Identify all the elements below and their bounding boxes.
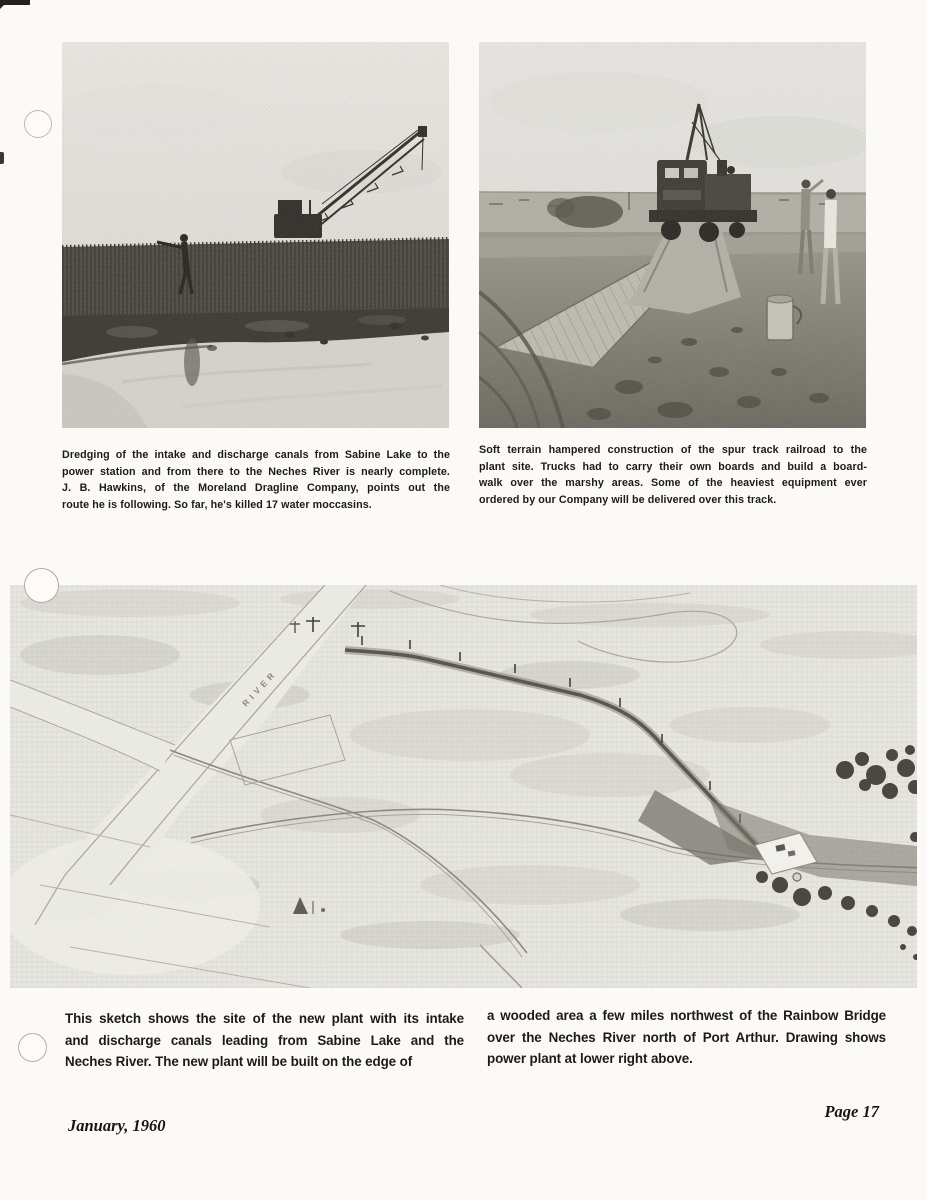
spur-track-photo-illustration (479, 42, 866, 428)
caption-spur-track: Soft terrain hampered construction of the spur track railroad to the plant site. Trucks had to carry their own boards and build a board- walk over the marshy areas. Some of the heaviest equipment ever ordered by our Company will be delivered over this track. (479, 444, 867, 506)
binder-hole-top (24, 110, 52, 138)
caption-sketch-right: a wooded area a few miles northwest of the Rainbow Bridge over the Neches River north of Port Arthur. Drawing shows power plant at lower right above. (487, 1008, 886, 1067)
binder-hole-middle (24, 568, 59, 603)
caption-sketch-left: This sketch shows the site of the new plant with its intake and discharge canals leading from Sabine Lake and the Neches River. The new plant will be built on the edge of (65, 1011, 464, 1070)
scan-edge-artifact (0, 152, 4, 164)
river-label: RIVER (240, 667, 279, 709)
issue-date: January, 1960 (68, 1116, 166, 1135)
page-number: Page 17 (824, 1102, 879, 1121)
dredging-photo-illustration (62, 42, 449, 428)
sketch-plant-site (10, 585, 917, 988)
plant-site-sketch-illustration (10, 585, 917, 988)
photo-spur-track-truck (479, 42, 866, 428)
scan-corner-artifact (0, 0, 30, 5)
binder-hole-bottom (18, 1033, 47, 1062)
caption-dredging: Dredging of the intake and discharge canals from Sabine Lake to the power station and from there to the Neches River is nearly complete. J. B. Hawkins, of the Moreland Dragline Company, points out the route he is following. So far, he's killed 17 water moccasins. (62, 449, 450, 511)
photo-dredging-dragline (62, 42, 449, 428)
